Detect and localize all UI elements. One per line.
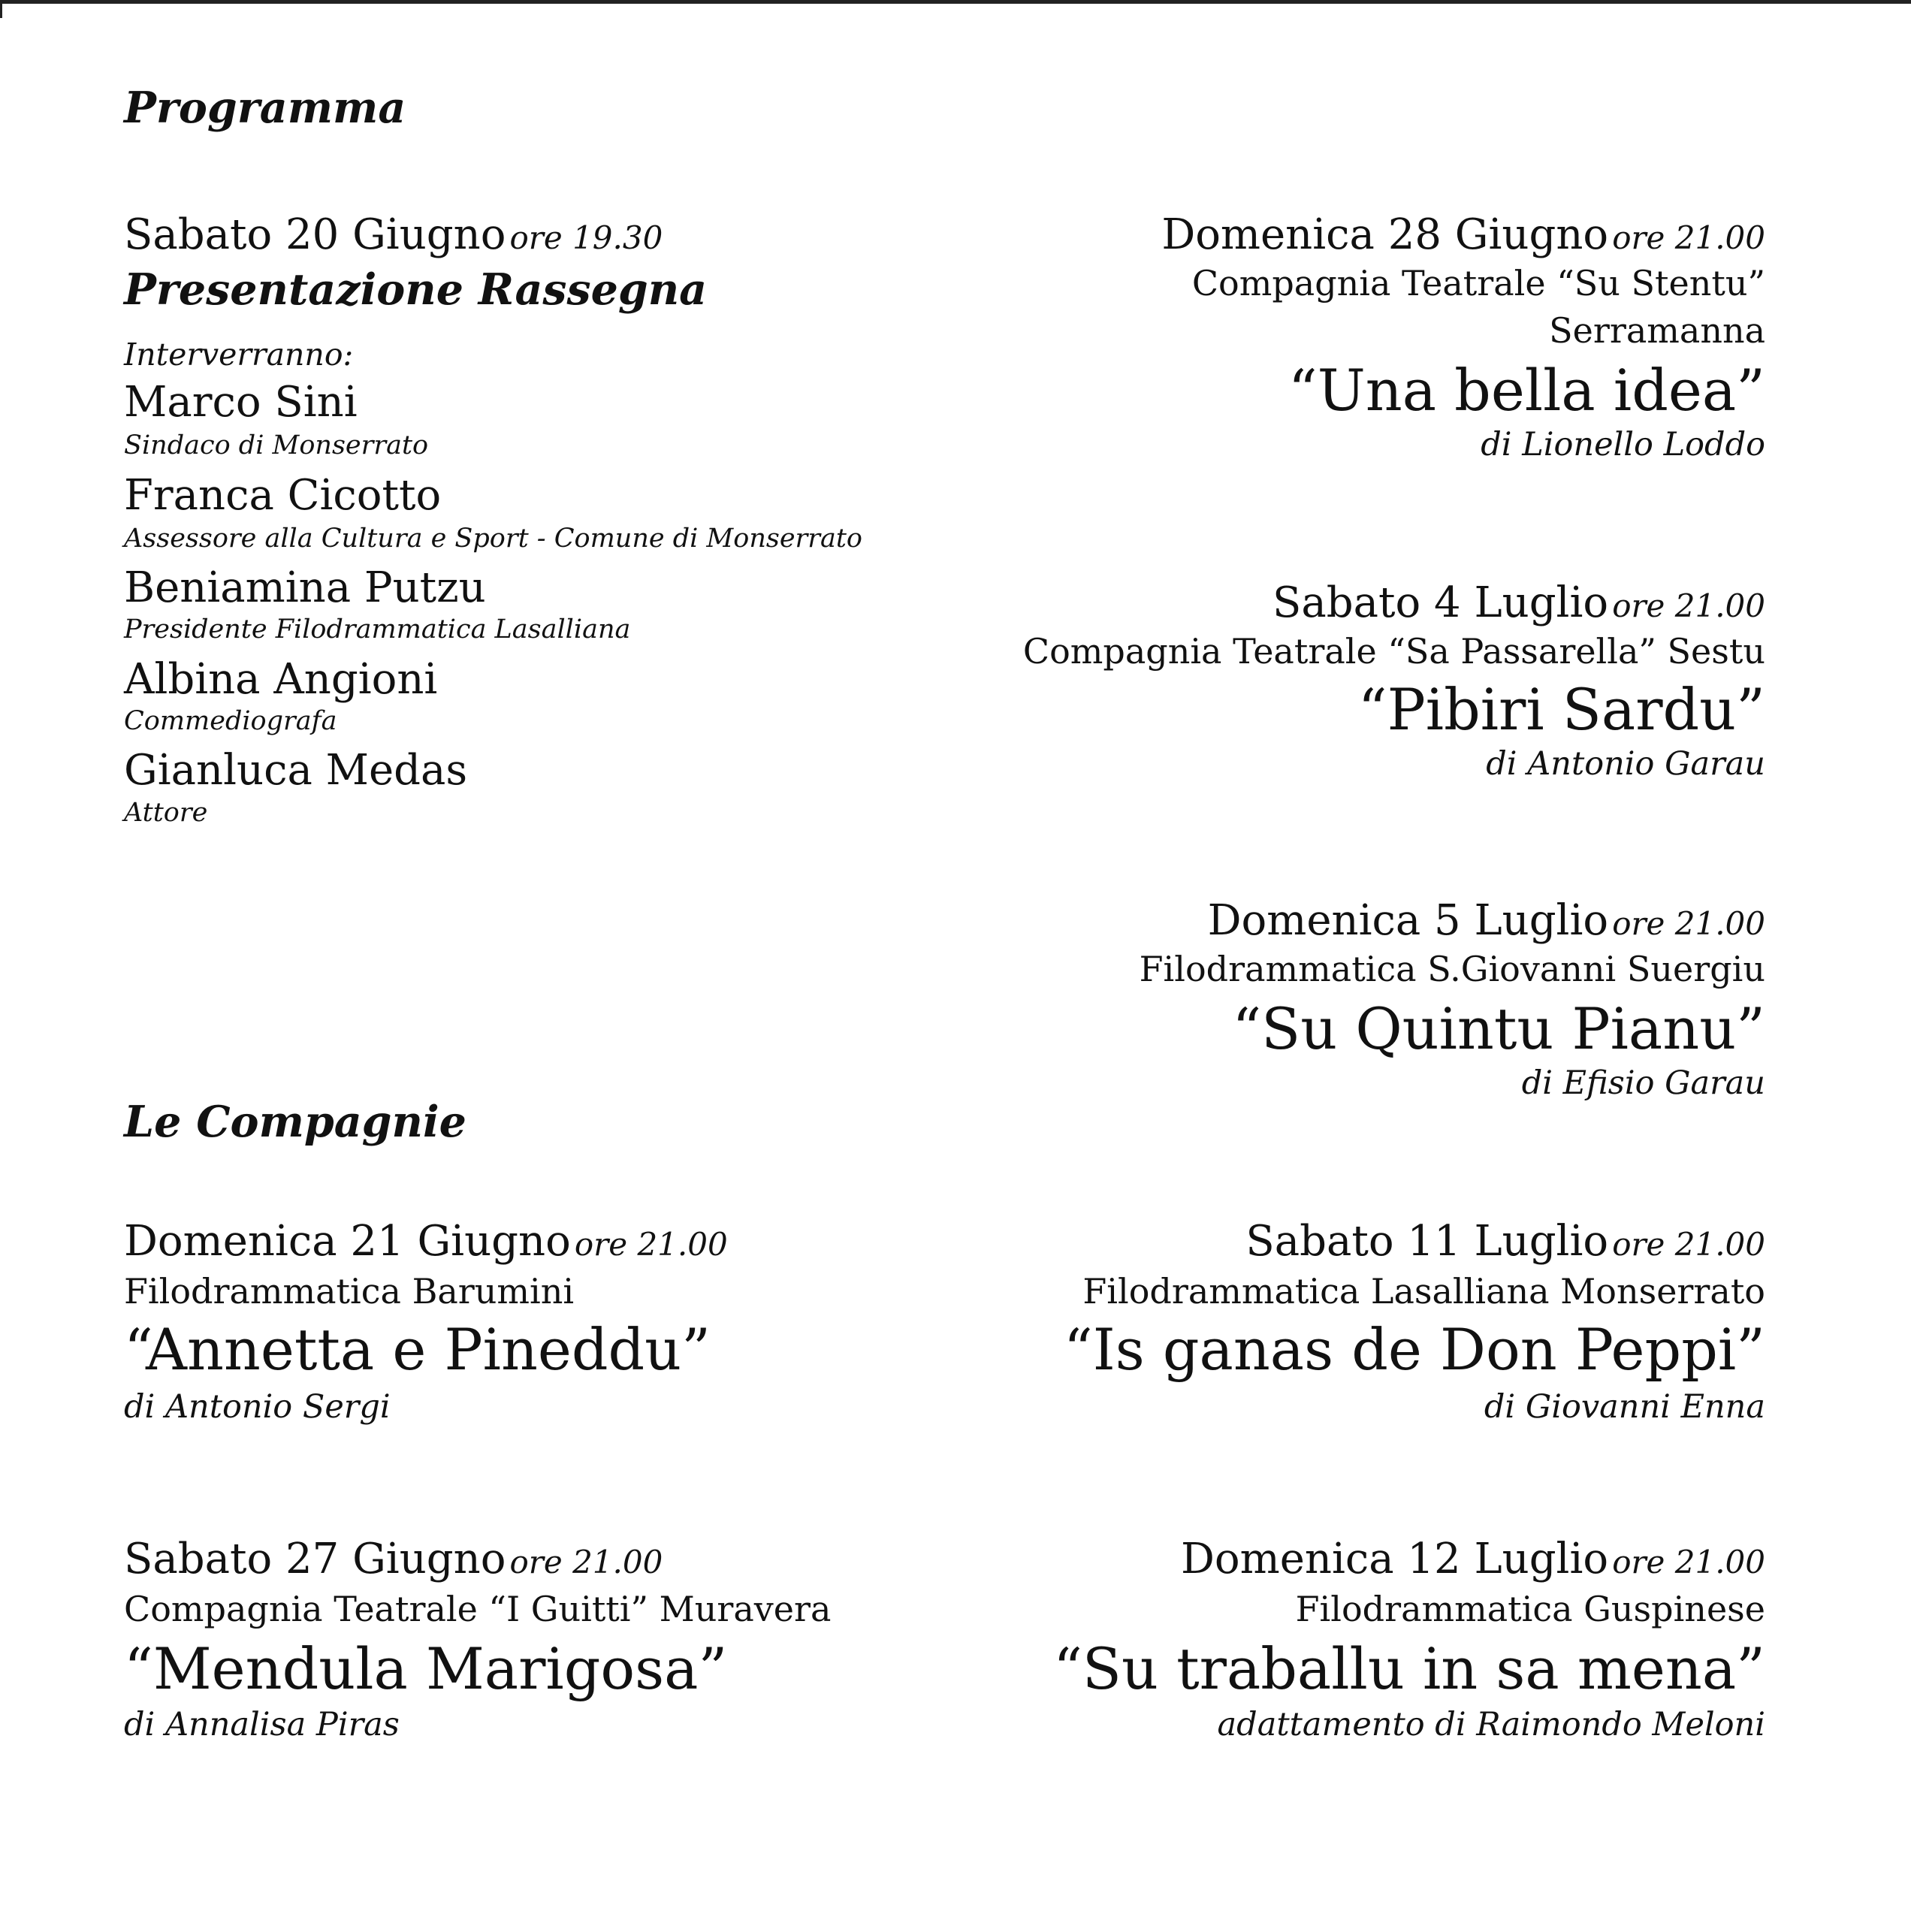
speaker-name: Beniamina Putzu bbox=[124, 563, 486, 612]
event-date-line bbox=[124, 1217, 728, 1266]
event-company: Filodrammatica Barumini bbox=[124, 1271, 575, 1312]
speaker-role: Sindaco di Monserrato bbox=[124, 430, 429, 460]
event-date-line bbox=[1161, 210, 1765, 259]
event-company: Filodrammatica S.Giovanni Suergiu bbox=[1139, 949, 1765, 989]
event-author: adattamento di Raimondo Meloni bbox=[1217, 1706, 1765, 1743]
event-author: di Antonio Sergi bbox=[124, 1388, 391, 1426]
speaker-name: Franca Cicotto bbox=[124, 471, 442, 520]
event-title: “Is ganas de Don Peppi” bbox=[1063, 1316, 1765, 1383]
event-author: di Antonio Garau bbox=[1486, 745, 1765, 783]
event-time: ore 21.00 bbox=[1612, 1226, 1765, 1263]
event-date-line bbox=[1245, 1217, 1765, 1266]
event-author: di Annalisa Piras bbox=[124, 1706, 400, 1743]
event-title: “Pibiri Sardu” bbox=[1357, 676, 1765, 743]
event-date: Sabato 11 Luglio bbox=[1245, 1217, 1609, 1266]
event-date: Domenica 28 Giugno bbox=[1161, 210, 1609, 259]
event-author: di Efisio Garau bbox=[1521, 1064, 1765, 1102]
event-date-line bbox=[1272, 578, 1765, 627]
event-company: Filodrammatica Guspinese bbox=[1295, 1589, 1765, 1629]
event-time: ore 21.00 bbox=[509, 1544, 663, 1580]
top-border bbox=[0, 0, 1911, 4]
event-author: di Lionello Loddo bbox=[1481, 426, 1765, 463]
event-company: Compagnia Teatrale “Sa Passarella” Sestu bbox=[1022, 631, 1765, 672]
speaker-role: Attore bbox=[124, 798, 208, 828]
event-title: “Mendula Marigosa” bbox=[124, 1635, 728, 1702]
event-date: Domenica 5 Luglio bbox=[1207, 896, 1609, 945]
compagnie-heading: Le Compagnie bbox=[124, 1097, 466, 1147]
opening-title: Presentazione Rassegna bbox=[124, 264, 708, 315]
event-date: Sabato 4 Luglio bbox=[1272, 578, 1609, 627]
event-date-line bbox=[1181, 1535, 1765, 1583]
event-date-line bbox=[1208, 896, 1765, 945]
event-date-line bbox=[124, 1535, 663, 1583]
event-time: ore 21.00 bbox=[1612, 587, 1765, 624]
event-company: Filodrammatica Lasalliana Monserrato bbox=[1082, 1271, 1765, 1312]
event-date: Domenica 12 Luglio bbox=[1181, 1535, 1609, 1583]
event-title: “Su Quintu Pianu” bbox=[1232, 995, 1765, 1062]
event-author: di Giovanni Enna bbox=[1484, 1388, 1765, 1426]
event-company: Compagnia Teatrale “I Guitti” Muravera bbox=[124, 1589, 832, 1629]
speaker-name: Albina Angioni bbox=[124, 655, 438, 704]
event-title: “Una bella idea” bbox=[1288, 357, 1765, 424]
speaker-role: Presidente Filodrammatica Lasalliana bbox=[124, 614, 631, 645]
speaker-role: Commediografa bbox=[124, 706, 337, 736]
interverranno-label: Interverranno: bbox=[124, 337, 354, 373]
speaker-name: Gianluca Medas bbox=[124, 746, 468, 795]
left-border bbox=[0, 0, 2, 18]
event-time: ore 21.00 bbox=[1612, 219, 1765, 256]
speaker-name: Marco Sini bbox=[124, 378, 358, 427]
event-time: ore 21.00 bbox=[1612, 905, 1765, 942]
opening-date-line bbox=[124, 210, 663, 259]
event-company-city: Serramanna bbox=[1549, 310, 1765, 351]
opening-date: Sabato 20 Giugno bbox=[124, 210, 506, 259]
event-title: “Su traballu in sa mena” bbox=[1053, 1635, 1765, 1702]
event-company: Compagnia Teatrale “Su Stentu” bbox=[1191, 263, 1765, 303]
event-title: “Annetta e Pineddu” bbox=[124, 1316, 711, 1383]
speaker-role: Assessore alla Cultura e Sport - Comune di Monserrato bbox=[124, 524, 863, 554]
programma-heading: Programma bbox=[124, 83, 406, 133]
event-time: ore 21.00 bbox=[574, 1226, 728, 1263]
event-time: ore 21.00 bbox=[1612, 1544, 1765, 1580]
opening-time: ore 19.30 bbox=[509, 219, 663, 256]
event-date: Sabato 27 Giugno bbox=[124, 1535, 506, 1583]
event-date: Domenica 21 Giugno bbox=[124, 1217, 571, 1266]
